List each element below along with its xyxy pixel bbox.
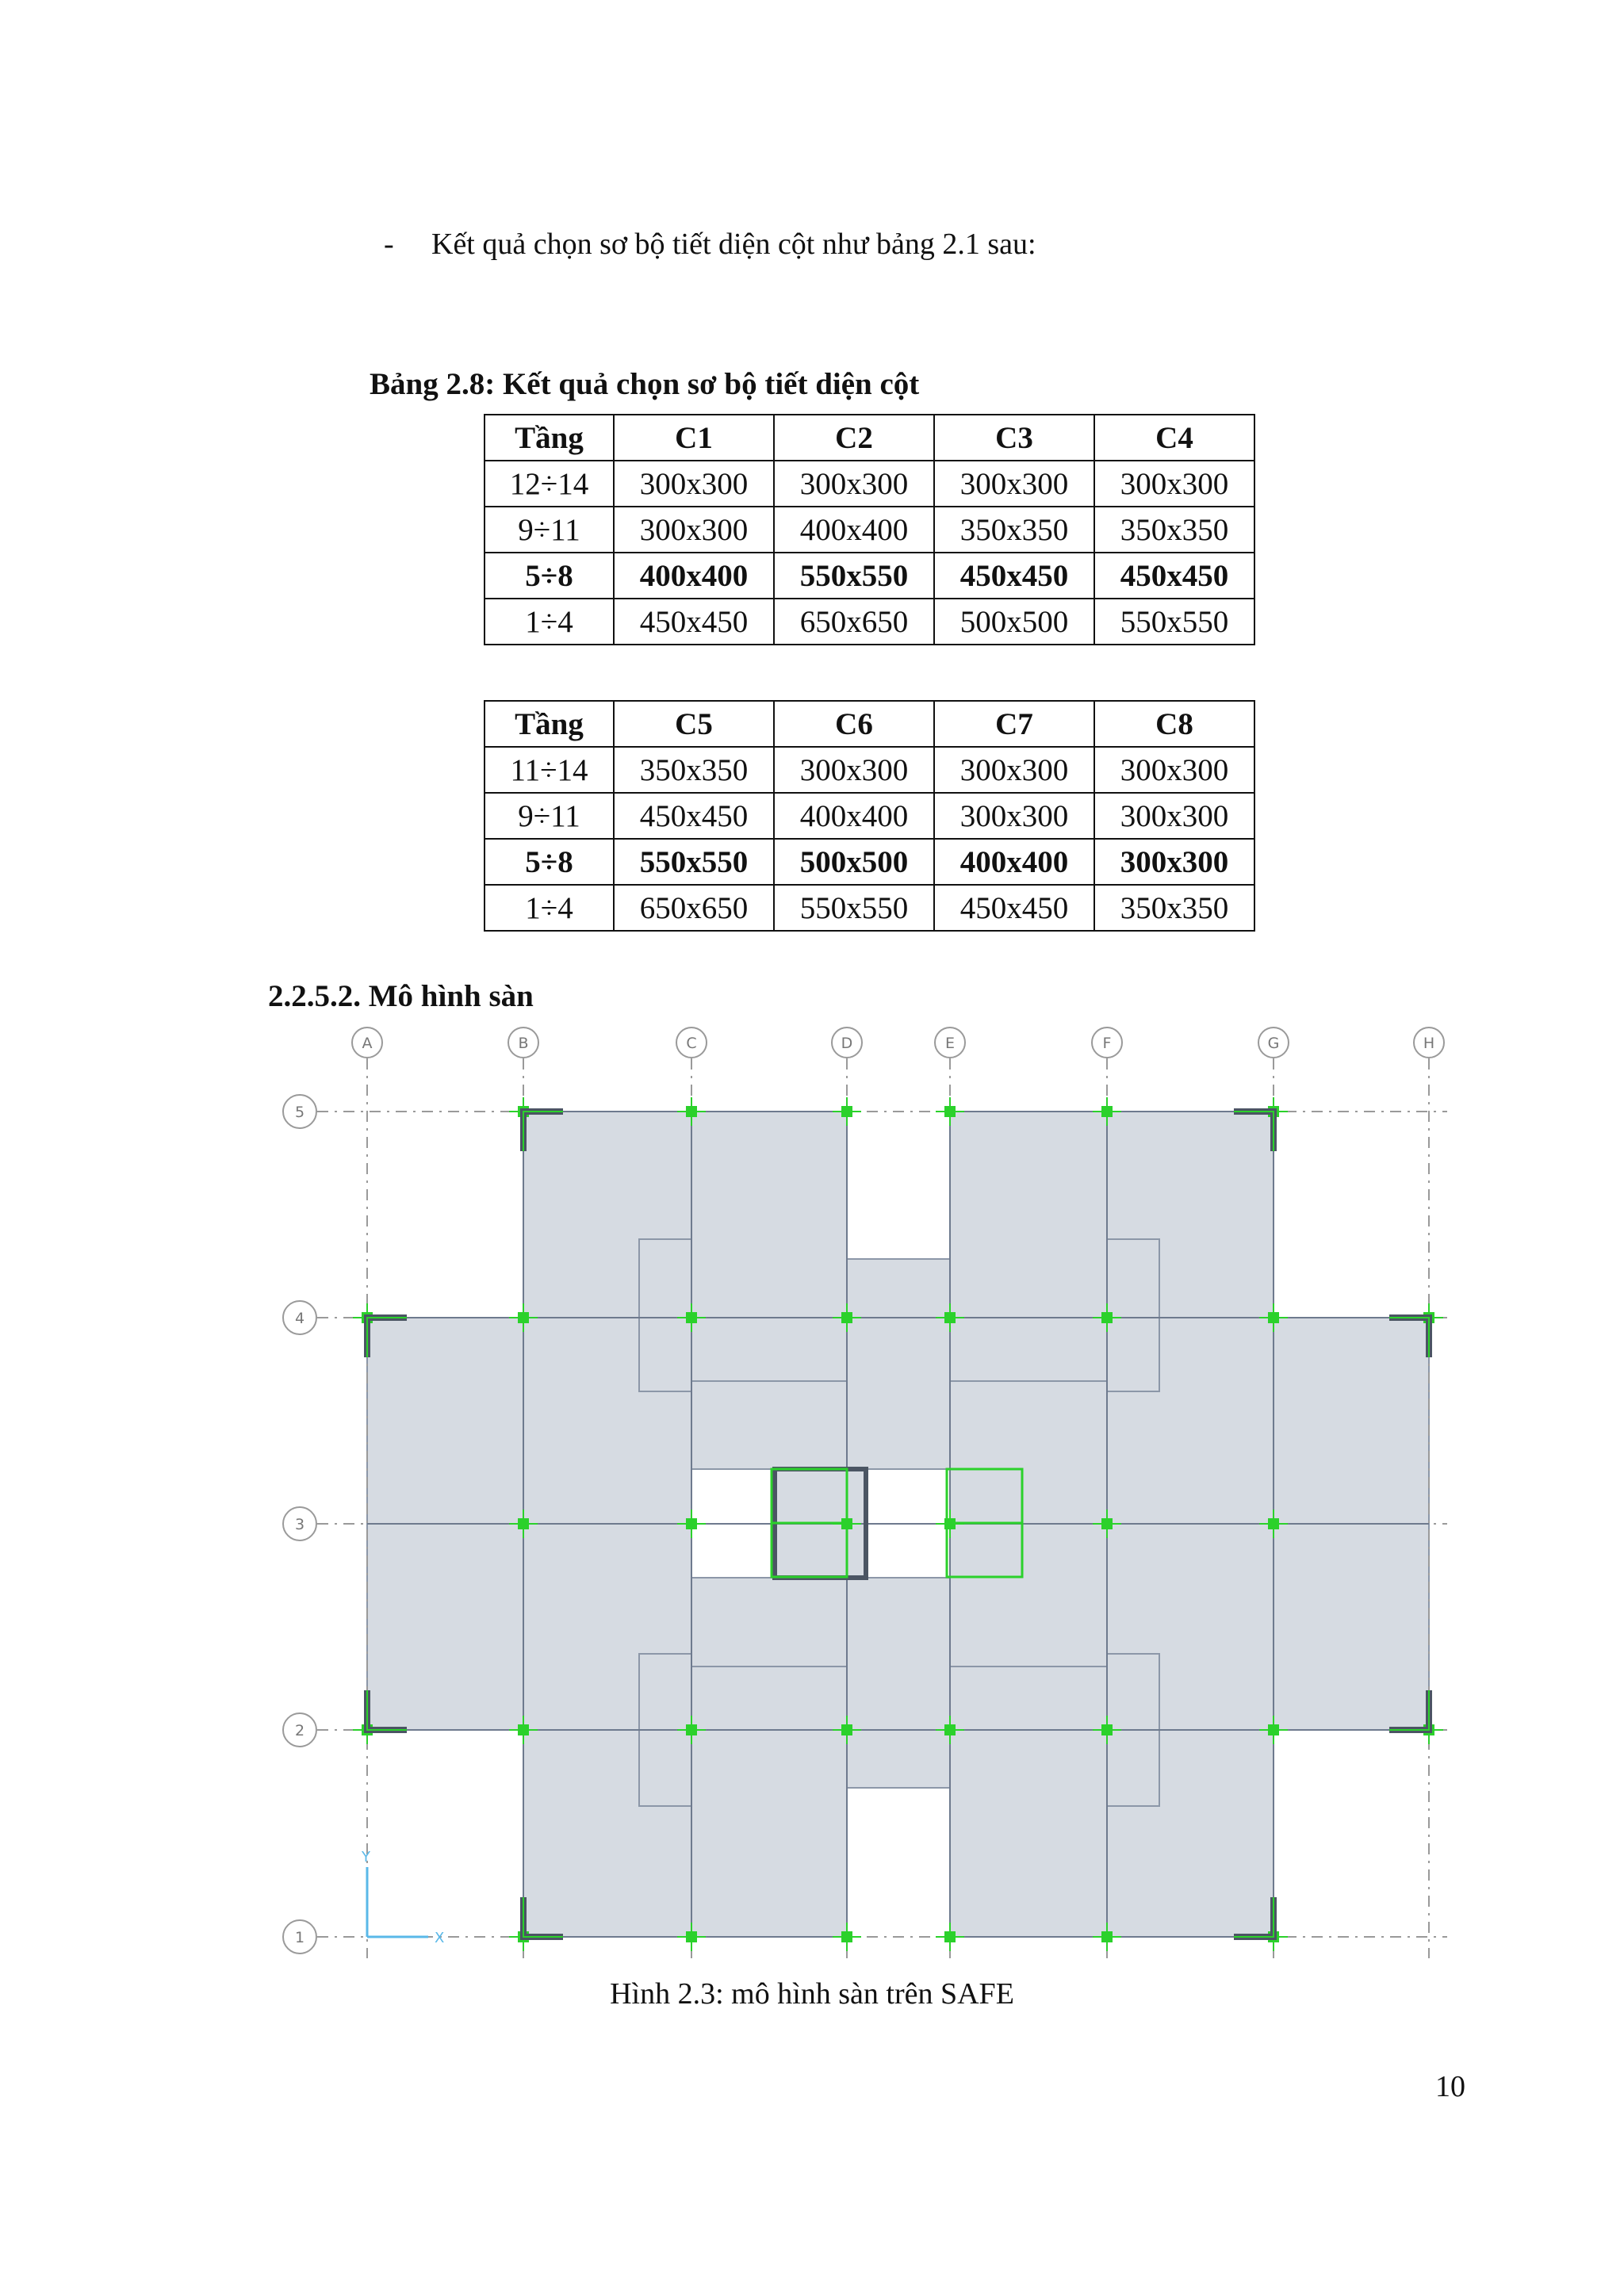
table-cell: 5÷8 — [485, 553, 614, 599]
axis-y-label: Y — [362, 1849, 370, 1866]
table-cell: 300x300 — [614, 507, 774, 553]
table-cell: 300x300 — [614, 461, 774, 507]
column — [841, 1931, 852, 1942]
table-cell: 400x400 — [774, 507, 934, 553]
table-cell: 550x550 — [774, 553, 934, 599]
figure-caption: Hình 2.3: mô hình sàn trên SAFE — [610, 1977, 1014, 2011]
column — [841, 1724, 852, 1735]
table-cell: 550x550 — [774, 885, 934, 931]
column — [841, 1312, 852, 1323]
table-row — [485, 599, 1254, 645]
column — [1101, 1931, 1113, 1942]
axis-x-label: X — [435, 1930, 445, 1946]
table-header-row — [485, 701, 1254, 747]
table-row — [485, 507, 1254, 553]
table-cell: 450x450 — [614, 599, 774, 645]
table-cell: 500x500 — [774, 839, 934, 885]
table-cell: 1÷4 — [485, 599, 614, 645]
column — [518, 1724, 529, 1735]
grid-label: 4 — [294, 1310, 305, 1327]
table-header-cell: C6 — [774, 701, 934, 747]
column — [686, 1312, 697, 1323]
column — [944, 1312, 956, 1323]
table-row — [485, 747, 1254, 793]
table-header-cell: C2 — [774, 415, 934, 461]
grid-label: H — [1423, 1035, 1435, 1052]
table-header-row — [485, 415, 1254, 461]
table-cell: 5÷8 — [485, 839, 614, 885]
floor-slab-plan — [270, 1019, 1459, 1974]
slab-panel — [847, 1578, 950, 1788]
column — [1268, 1312, 1279, 1323]
table-row — [485, 839, 1254, 885]
column — [518, 1312, 529, 1323]
bullet-dash: - — [384, 228, 394, 261]
column — [686, 1106, 697, 1117]
table-row — [485, 553, 1254, 599]
table-cell: 350x350 — [614, 747, 774, 793]
table-cell: 300x300 — [934, 793, 1094, 839]
table-row — [485, 461, 1254, 507]
table-cell: 400x400 — [774, 793, 934, 839]
table-cell: 350x350 — [1094, 885, 1254, 931]
column — [944, 1931, 956, 1942]
table-cell: 450x450 — [614, 793, 774, 839]
grid-label: A — [362, 1035, 373, 1052]
table-cell: 9÷11 — [485, 507, 614, 553]
grid-label: 3 — [294, 1516, 305, 1533]
grid-label: G — [1267, 1035, 1280, 1052]
grid-label: D — [841, 1035, 853, 1052]
table-header-cell: C1 — [614, 415, 774, 461]
column — [686, 1724, 697, 1735]
bullet-text: Kết quả chọn sơ bộ tiết diện cột như bảng 2.1 sau: — [431, 228, 1036, 261]
table-header-cell: C3 — [934, 415, 1094, 461]
table-cell: 550x550 — [1094, 599, 1254, 645]
table-header-cell: C5 — [614, 701, 774, 747]
column — [944, 1724, 956, 1735]
table-row — [485, 885, 1254, 931]
table-cell: 450x450 — [1094, 553, 1254, 599]
column — [1101, 1518, 1113, 1529]
table-cell: 12÷14 — [485, 461, 614, 507]
column — [944, 1106, 956, 1117]
bullet-paragraph — [384, 227, 1036, 262]
grid-label: F — [1102, 1035, 1112, 1052]
grid-label: E — [944, 1035, 956, 1052]
column-section-table-2 — [484, 700, 1255, 932]
table-cell: 300x300 — [1094, 793, 1254, 839]
column-section-table-1 — [484, 414, 1255, 645]
table-cell: 400x400 — [614, 553, 774, 599]
table-header-cell: C8 — [1094, 701, 1254, 747]
table-cell: 650x650 — [614, 885, 774, 931]
table-cell: 350x350 — [934, 507, 1094, 553]
column — [841, 1106, 852, 1117]
grid-label: 2 — [294, 1722, 305, 1739]
section-heading: 2.2.5.2. Mô hình sàn — [268, 979, 534, 1013]
table-cell: 11÷14 — [485, 747, 614, 793]
column — [1101, 1312, 1113, 1323]
slab-panel — [847, 1259, 950, 1469]
column — [686, 1931, 697, 1942]
grid-label: 5 — [294, 1104, 305, 1121]
table-header-cell: Tầng — [485, 415, 614, 461]
table-cell: 400x400 — [934, 839, 1094, 885]
table-cell: 9÷11 — [485, 793, 614, 839]
column — [518, 1518, 529, 1529]
table-cell: 300x300 — [934, 461, 1094, 507]
grid-label: 1 — [294, 1929, 305, 1946]
table-cell: 550x550 — [614, 839, 774, 885]
table-cell: 500x500 — [934, 599, 1094, 645]
table-caption: Bảng 2.8: Kết quả chọn sơ bộ tiết diện cột — [370, 367, 920, 401]
column — [1101, 1724, 1113, 1735]
table-cell: 300x300 — [1094, 461, 1254, 507]
table-row — [485, 793, 1254, 839]
table-cell: 300x300 — [774, 461, 934, 507]
page-number: 10 — [1435, 2070, 1465, 2103]
table-cell: 450x450 — [934, 885, 1094, 931]
table-cell: 450x450 — [934, 553, 1094, 599]
column — [1268, 1724, 1279, 1735]
table-cell: 300x300 — [774, 747, 934, 793]
column — [1101, 1106, 1113, 1117]
column — [686, 1518, 697, 1529]
grid-label: B — [518, 1035, 529, 1052]
table-cell: 1÷4 — [485, 885, 614, 931]
table-header-cell: C7 — [934, 701, 1094, 747]
table-header-cell: C4 — [1094, 415, 1254, 461]
table-header-cell: Tầng — [485, 701, 614, 747]
table-cell: 650x650 — [774, 599, 934, 645]
table-cell: 300x300 — [1094, 747, 1254, 793]
column — [1268, 1518, 1279, 1529]
table-cell: 350x350 — [1094, 507, 1254, 553]
table-cell: 300x300 — [934, 747, 1094, 793]
table-cell: 300x300 — [1094, 839, 1254, 885]
grid-label: C — [686, 1035, 697, 1052]
